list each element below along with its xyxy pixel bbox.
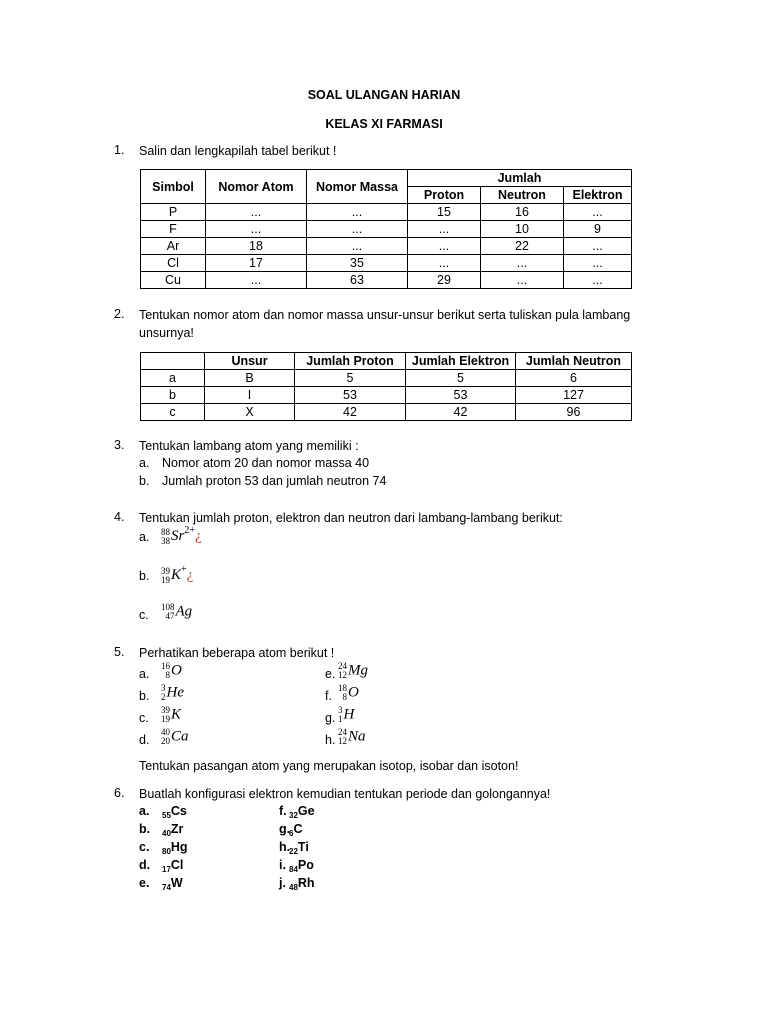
q6-item-label: b.	[139, 822, 151, 836]
q5-item-label: h.	[325, 733, 336, 747]
q6-item-element	[289, 822, 302, 838]
table-cell: ...	[206, 204, 307, 221]
table-cell: ...	[481, 272, 564, 289]
q6-item-label: c.	[139, 840, 150, 854]
table-cell: ...	[206, 221, 307, 238]
element-symbol: C	[293, 822, 303, 836]
q3-item-a-label: a.	[139, 456, 150, 470]
q4-number: 4.	[114, 510, 125, 524]
q4-item-c-label: c.	[139, 608, 149, 622]
table-cell: 6	[516, 370, 632, 387]
q4-item-a-label: a.	[139, 530, 150, 544]
table-cell: 42	[406, 404, 516, 421]
q5-item-formula	[161, 706, 181, 724]
render-artifact: ¿	[186, 567, 194, 583]
q5-item-formula	[338, 728, 366, 746]
table-cell: ...	[481, 255, 564, 272]
table-cell: 5	[295, 370, 406, 387]
q5-item-formula	[161, 662, 182, 680]
element-symbol: Cs	[170, 804, 187, 818]
q1-table	[140, 169, 632, 289]
nuclide-numbers: 108 47	[161, 602, 175, 621]
q4-item-b-label: b.	[139, 569, 150, 583]
table-cell: c	[141, 404, 205, 421]
q6-item-element	[289, 858, 314, 874]
atomic-number: 80	[162, 847, 171, 856]
table-row	[141, 370, 632, 387]
q6-item-label: i.	[279, 858, 286, 872]
q5-item-label: b.	[139, 689, 150, 703]
element-symbol: W	[170, 876, 183, 890]
atomic-number: 74	[162, 883, 171, 892]
table-cell: 53	[295, 387, 406, 404]
document-subtitle: KELAS XI FARMASI	[325, 117, 443, 131]
atomic-number: 55	[162, 811, 171, 820]
table-cell: 17	[206, 255, 307, 272]
q5-number: 5.	[114, 645, 125, 659]
render-artifact: ¿	[194, 528, 202, 544]
q6-item-label: g.	[279, 822, 291, 836]
element-symbol: O	[348, 684, 359, 701]
table-cell: 22	[481, 238, 564, 255]
table-cell: a	[141, 370, 205, 387]
q5-item-label: c.	[139, 711, 149, 725]
table-row	[141, 238, 632, 255]
nuclide-numbers: 39 19	[161, 705, 170, 724]
q6-item-element	[289, 804, 315, 820]
q1-header-simbol: Simbol	[141, 170, 206, 204]
atomic-number: 84	[289, 865, 298, 874]
table-cell: 16	[481, 204, 564, 221]
nuclide-numbers: 39 19	[161, 565, 170, 585]
table-cell: ...	[307, 221, 408, 238]
q1-header-neutron: Neutron	[481, 187, 564, 204]
q1-text: Salin dan lengkapilah tabel berikut !	[139, 144, 337, 158]
q6-item-label: j.	[279, 876, 286, 890]
q1-header-nomor-massa: Nomor Massa	[307, 170, 408, 204]
q2-header-blank	[141, 353, 205, 370]
q2-number: 2.	[114, 307, 125, 321]
q1-header-proton: Proton	[408, 187, 481, 204]
q1-header-nomor-atom: Nomor Atom	[206, 170, 307, 204]
q5-item-formula	[338, 662, 368, 680]
element-symbol: K	[171, 567, 182, 583]
q4-item-a-formula	[161, 525, 202, 546]
q5-item-formula	[161, 728, 189, 746]
q5-item-formula	[338, 706, 354, 724]
table-cell: b	[141, 387, 205, 404]
table-cell: 9	[564, 221, 632, 238]
q1-header-jumlah: Jumlah	[408, 170, 632, 187]
q5-footer: Tentukan pasangan atom yang merupakan isotop, isobar dan isoton!	[139, 759, 519, 773]
nuclide-numbers: 24 12	[338, 727, 347, 746]
q6-item-element	[162, 876, 183, 892]
q2-header-unsur: Unsur	[205, 353, 295, 370]
table-cell: X	[205, 404, 295, 421]
q6-item-label: h.	[279, 840, 291, 854]
table-cell: 10	[481, 221, 564, 238]
q2-text: Tentukan nomor atom dan nomor massa unsur-unsur berikut serta tuliskan pula lambang unsurnya!	[139, 308, 631, 340]
table-row	[141, 204, 632, 221]
element-symbol: Na	[348, 728, 366, 745]
element-symbol: Ag	[175, 603, 193, 620]
table-cell: 127	[516, 387, 632, 404]
table-cell: 96	[516, 404, 632, 421]
nuclide-numbers: 40 20	[161, 727, 170, 746]
q5-item-label: d.	[139, 733, 150, 747]
nuclide-numbers: 18 8	[338, 683, 347, 702]
table-row	[141, 255, 632, 272]
nuclide-numbers: 3 1	[338, 705, 343, 724]
table-cell: 35	[307, 255, 408, 272]
q6-item-element	[289, 840, 309, 856]
element-symbol: O	[171, 662, 182, 679]
element-symbol: Hg	[170, 840, 188, 854]
ion-charge: 2+	[184, 525, 195, 536]
q3-number: 3.	[114, 438, 125, 452]
q1-header-elektron: Elektron	[564, 187, 632, 204]
atomic-number: 32	[289, 811, 298, 820]
table-cell: 18	[206, 238, 307, 255]
table-row	[141, 404, 632, 421]
table-cell: ...	[564, 204, 632, 221]
table-row	[141, 221, 632, 238]
atomic-number: 40	[162, 829, 171, 838]
q4-item-b-formula	[161, 564, 193, 585]
element-symbol: Zr	[170, 822, 184, 836]
q3-item-b-label: b.	[139, 474, 150, 488]
q6-item-label: e.	[139, 876, 150, 890]
q5-item-label: e.	[325, 667, 336, 681]
q2-header-neutron: Jumlah Neutron	[516, 353, 632, 370]
element-symbol: Sr	[171, 528, 185, 544]
element-symbol: Rh	[297, 876, 315, 890]
table-cell: F	[141, 221, 206, 238]
table-cell: 63	[307, 272, 408, 289]
q6-text: Buatlah konfigurasi elektron kemudian tentukan periode dan golongannya!	[139, 787, 551, 801]
q6-item-label: f.	[279, 804, 287, 818]
element-symbol: Po	[297, 858, 314, 872]
atomic-number: 48	[289, 883, 298, 892]
table-cell: P	[141, 204, 206, 221]
table-cell: Cl	[141, 255, 206, 272]
document-title: SOAL ULANGAN HARIAN	[307, 88, 461, 102]
atomic-number: 17	[162, 865, 171, 874]
table-cell: B	[205, 370, 295, 387]
table-cell: ...	[564, 272, 632, 289]
element-symbol: He	[166, 684, 184, 701]
nuclide-numbers: 24 12	[338, 661, 347, 680]
q3-item-b-text: Jumlah proton 53 dan jumlah neutron 74	[162, 474, 387, 488]
element-symbol: Ti	[297, 840, 309, 854]
q2-header-elektron: Jumlah Elektron	[406, 353, 516, 370]
table-cell: ...	[564, 238, 632, 255]
q1-number: 1.	[114, 143, 125, 157]
table-cell: ...	[307, 204, 408, 221]
table-cell: 53	[406, 387, 516, 404]
table-row	[141, 272, 632, 289]
q5-item-label: g.	[325, 711, 336, 725]
element-symbol: Ge	[297, 804, 315, 818]
table-cell: ...	[408, 221, 481, 238]
q4-text: Tentukan jumlah proton, elektron dan neutron dari lambang-lambang berikut:	[139, 511, 563, 525]
table-cell: ...	[564, 255, 632, 272]
q6-number: 6.	[114, 786, 125, 800]
element-symbol: Cl	[170, 858, 184, 872]
table-cell: ...	[307, 238, 408, 255]
q5-item-formula	[338, 684, 359, 702]
element-symbol: Mg	[348, 662, 368, 679]
table-row	[141, 387, 632, 404]
q6-item-label: a.	[139, 804, 150, 818]
q6-item-element	[162, 822, 183, 838]
nuclide-numbers: 3 2	[161, 683, 166, 702]
table-cell: 42	[295, 404, 406, 421]
nuclide-numbers: 88 38	[161, 526, 170, 546]
table-cell: Cu	[141, 272, 206, 289]
table-cell: ...	[408, 255, 481, 272]
table-cell: ...	[408, 238, 481, 255]
element-symbol: Ca	[171, 728, 189, 745]
atomic-number: 22	[289, 847, 298, 856]
element-symbol: H	[343, 706, 355, 723]
element-symbol: K	[171, 706, 182, 723]
nuclide-numbers: 16 8	[161, 661, 170, 680]
q5-text: Perhatikan beberapa atom berikut !	[139, 646, 335, 660]
table-cell: 15	[408, 204, 481, 221]
q3-item-a-text: Nomor atom 20 dan nomor massa 40	[162, 456, 370, 470]
q2-table	[140, 352, 632, 421]
atomic-number: 6	[289, 829, 294, 838]
q6-item-element	[289, 876, 315, 892]
q6-item-element	[162, 840, 188, 856]
table-cell: ...	[206, 272, 307, 289]
q6-item-element	[162, 804, 187, 820]
q5-item-label: f.	[325, 689, 332, 703]
q6-item-label: d.	[139, 858, 151, 872]
table-cell: 29	[408, 272, 481, 289]
table-cell: Ar	[141, 238, 206, 255]
q6-item-element	[162, 858, 183, 874]
table-cell: 5	[406, 370, 516, 387]
q4-item-c-formula	[161, 603, 192, 621]
table-cell: I	[205, 387, 295, 404]
ion-charge: +	[181, 564, 187, 575]
q3-text: Tentukan lambang atom yang memiliki :	[139, 439, 359, 453]
q2-header-proton: Jumlah Proton	[295, 353, 406, 370]
q5-item-formula	[161, 684, 184, 702]
q5-item-label: a.	[139, 667, 150, 681]
